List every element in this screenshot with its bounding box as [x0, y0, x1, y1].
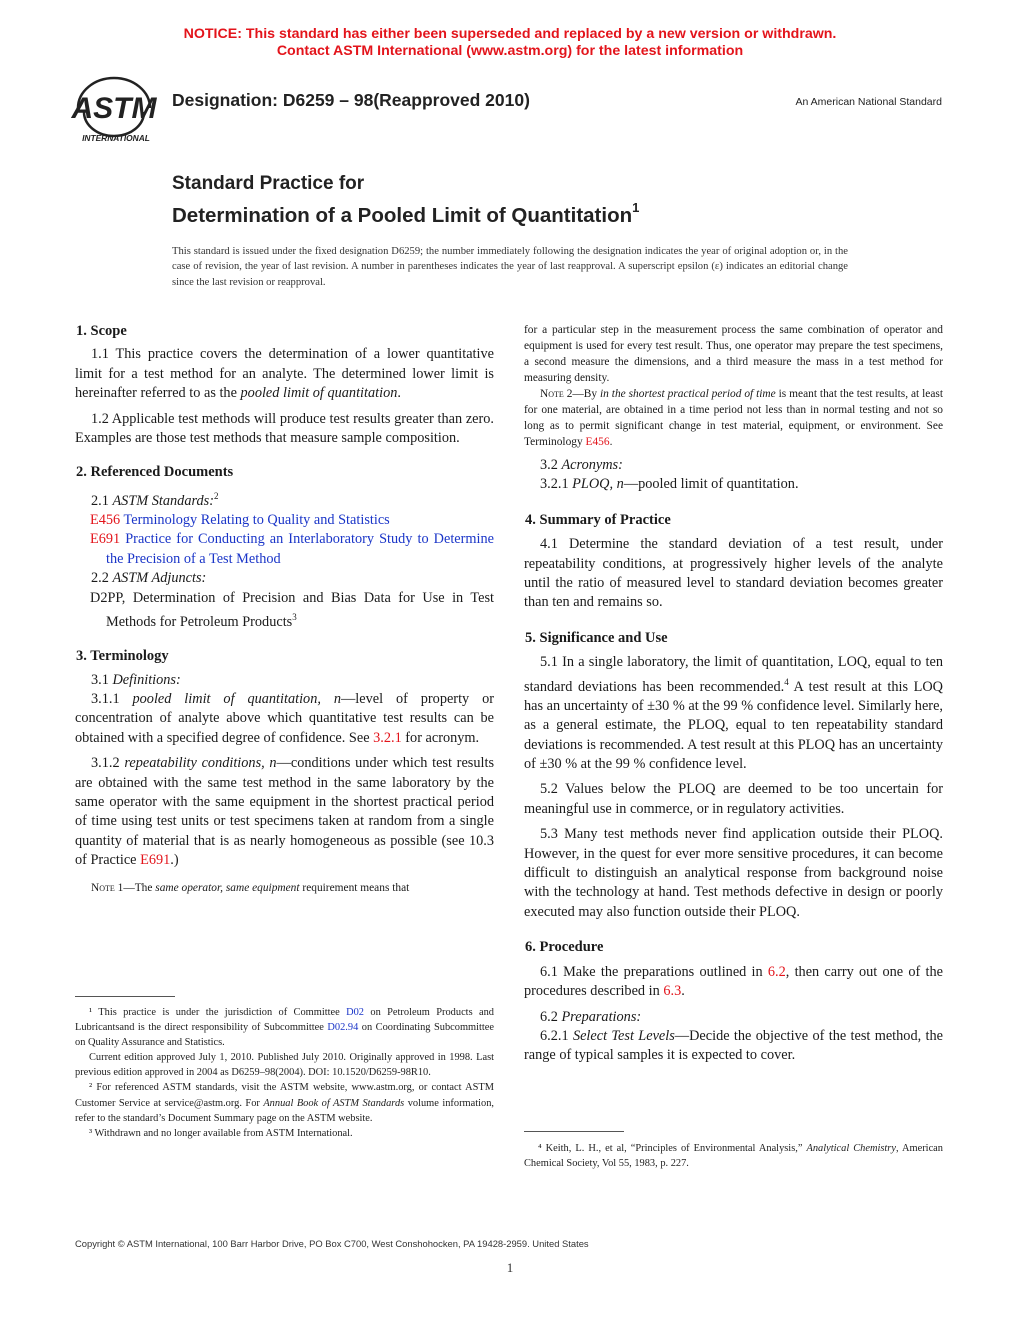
footnotes-left	[75, 1005, 494, 1141]
footnote-divider-left	[75, 996, 175, 997]
link-3-2-1[interactable]: 3.2.1	[373, 729, 402, 746]
copyright: Copyright © ASTM International, 100 Barr Harbor Drive, PO Box C700, West Conshohocken, PA 19428-2959. United States	[75, 1238, 589, 1249]
section-procedure-heading: 6. Procedure	[525, 939, 604, 956]
link-d02[interactable]: D02	[346, 1007, 365, 1018]
logo-subtext: INTERNATIONAL	[82, 133, 150, 143]
link-d02-94[interactable]: D02.94	[327, 1022, 359, 1034]
designation: Designation: D6259 – 98(Reapproved 2010)	[172, 90, 530, 110]
para-3-1-2: 3.1.2 repeatability conditions, n—conditions under which test results are obtained with the same test method in the same laboratory by the same operator with the same equipment in the shortest practical period of time using test units or test specimens taken at random from a single quantity of material that is as nearly homogeneous as possible (see 10.3 of Practice E691.)	[75, 755, 495, 869]
footnote-4: ⁴ Keith, L. H., et al, “Principles of Environmental Analysis,” Analytical Chemistry, American Chemical Society, Vol 55, 1983, p. 227.	[524, 1143, 943, 1170]
link-6-3[interactable]: 6.3	[663, 983, 682, 1000]
section-scope-heading: 1. Scope	[76, 323, 127, 339]
left-column	[75, 322, 494, 896]
para-6-2: 6.2 Preparations:	[540, 1008, 642, 1025]
link-6-2[interactable]: 6.2	[767, 963, 786, 980]
para-5-2: 5.2 Values below the PLOQ are deemed to be too uncertain for meaningful use in commerce, or in regulatory activities.	[524, 781, 943, 817]
footnote-1-edition: Current edition approved July 1, 2010. Published July 2010. Originally approved in 1998. Last previous edition approved in 2004 as D6259–98(2004). DOI: 10.1520/D6259-98R10.	[75, 1052, 494, 1079]
notice-line-1: NOTICE: This standard has either been superseded and replaced by a new version or withdrawn.	[183, 26, 837, 42]
para-3-1-1: 3.1.1 pooled limit of quantitation, n—level of property or concentration of analyte above which quantitative test results can be obtained with a specified degree of confidence. See 3.2.1 for acronym.	[75, 691, 494, 746]
preamble: This standard is issued under the fixed designation D6259; the number immediately following the designation indicates the year of original adoption or, in the case of revision, the year of last revision. A number in parentheses indicates the year of last reapproval. A superscript epsilon (ε) indicates an editorial change since the last revision or reapproval.	[172, 246, 848, 288]
title-line-2: Determination of a Pooled Limit of Quantitation	[172, 203, 633, 227]
para-2-1: 2.1 ASTM Standards:$^2$	[91, 490, 219, 509]
para-5-3: 5.3 Many test methods never find application outside their PLOQ. However, in the quest for ever more sensitive procedures, it can become difficult to distinguish an analytical response from background noise with the technology at hand. Test methods defective in design or poorly executed may also function outside their PLOQ.	[524, 826, 943, 920]
notice-line-2: Contact ASTM International (www.astm.org) for the latest information	[276, 43, 744, 59]
para-1-2: 1.2 Applicable test methods will produce test results greater than zero. Examples are those test methods that measure sample composition.	[75, 410, 494, 447]
note-1: Note 1—The same operator, same equipment requirement means that	[91, 881, 410, 894]
footnote-3: ³ Withdrawn and no longer available from ASTM International.	[89, 1127, 353, 1139]
title-line-1: Standard Practice for	[172, 173, 365, 194]
para-1-1: 1.1 This practice covers the determination of a lower quantitative limit for a test method for an analyte. The determined lower limit is hereinafter referred to as the pooled limit of quantitation.	[75, 346, 494, 402]
section-terminology-heading: 3. Terminology	[76, 648, 169, 665]
para-2-2: 2.2 ASTM Adjuncts:	[91, 570, 207, 587]
astm-logo-icon	[70, 74, 162, 144]
para-6-1: 6.1 Make the preparations outlined in 6.2, then carry out one of the procedures described in 6.3.	[524, 963, 943, 1000]
link-e691[interactable]: E691	[90, 531, 121, 548]
right-column	[524, 322, 943, 1066]
adjunct-d2pp: D2PP, Determination of Precision and Bias Data for Use in Test Methods for Petroleum Products$^3$	[90, 589, 494, 630]
link-e691-inline[interactable]: E691	[140, 852, 171, 869]
reference-e456	[75, 511, 494, 530]
document-title	[172, 172, 639, 230]
reference-e691	[75, 530, 494, 569]
note-1-continued: for a particular step in the measurement process the same combination of operator and equipment is used for every test result. Thus, one operator may prepare the test specimens, a second measure the dimensions, and a third measure the mass in a test method for measuring density.	[524, 324, 943, 384]
para-6-2-1: 6.2.1 Select Test Levels—Decide the objective of the test method, the range of typical samples it is expected to cover.	[524, 1027, 943, 1064]
note-2: Note 2—By in the shortest practical period of time is meant that the test results, at least for one material, are obtained in a time period not less than in normal testing and not so long as to permit significant change in test material, equipment, or environment. See Terminology E456.	[524, 388, 943, 448]
para-3-2: 3.2 Acronyms:	[540, 457, 623, 473]
para-5-1: 5.1 In a single laboratory, the limit of quantitation, LOQ, equal to ten standard deviations has been recommended.$^4$ A test result at this LOQ has an uncertainty of ±30 % at the 99 % confidence level. Similarly here, as a general estimate, the PLOQ, equal to ten repeatability standard deviations is recommended. A test result at this PLOQ has an uncertainty of ±30 % at the 99 % confidence level.	[524, 654, 943, 773]
section-referenced-documents-heading: 2. Referenced Documents	[76, 464, 234, 481]
link-e691-title[interactable]: Practice for Conducting an Interlaboratory Study to Determine the Precision of a Test Method	[106, 531, 494, 567]
footnote-divider-right	[524, 1131, 624, 1132]
notice-banner	[0, 26, 1020, 60]
para-3-2-1: 3.2.1 PLOQ, n—pooled limit of quantitation.	[540, 476, 799, 493]
national-standard-label: An American National Standard	[795, 96, 942, 108]
para-4-1: 4.1 Determine the standard deviation of a test result, under repeatability conditions, at progressively higher levels of the analyte until the ratio of measured level to standard deviation becomes greater than ten and remains so.	[524, 536, 943, 611]
link-e456[interactable]: E456	[90, 512, 121, 529]
page-number: 1	[506, 1260, 514, 1275]
link-e456-note[interactable]: E456	[585, 436, 610, 448]
section-summary-heading: 4. Summary of Practice	[525, 511, 671, 528]
section-significance-heading: 5. Significance and Use	[525, 629, 668, 646]
footnote-1: ¹ This practice is under the jurisdiction of Committee D02 on Petroleum Products and Lubricantsand is the direct responsibility of Subcommittee D02.94 on Coordinating Subcommittee on Quality Assurance and Statistics.	[75, 1007, 494, 1049]
footnote-2: ² For referenced ASTM standards, visit the ASTM website, www.astm.org, or contact ASTM Customer Service at service@astm.org. For Annual Book of ASTM Standards volume information, refer to the standard’s Document Summary page on the ASTM website.	[75, 1082, 494, 1124]
link-e456-title[interactable]: Terminology Relating to Quality and Statistics	[120, 512, 390, 529]
title-footnote-ref: 1	[632, 200, 640, 215]
para-3-1: 3.1 Definitions:	[91, 671, 181, 688]
logo-text: ASTM	[71, 92, 157, 125]
footnotes-right	[524, 1141, 943, 1171]
